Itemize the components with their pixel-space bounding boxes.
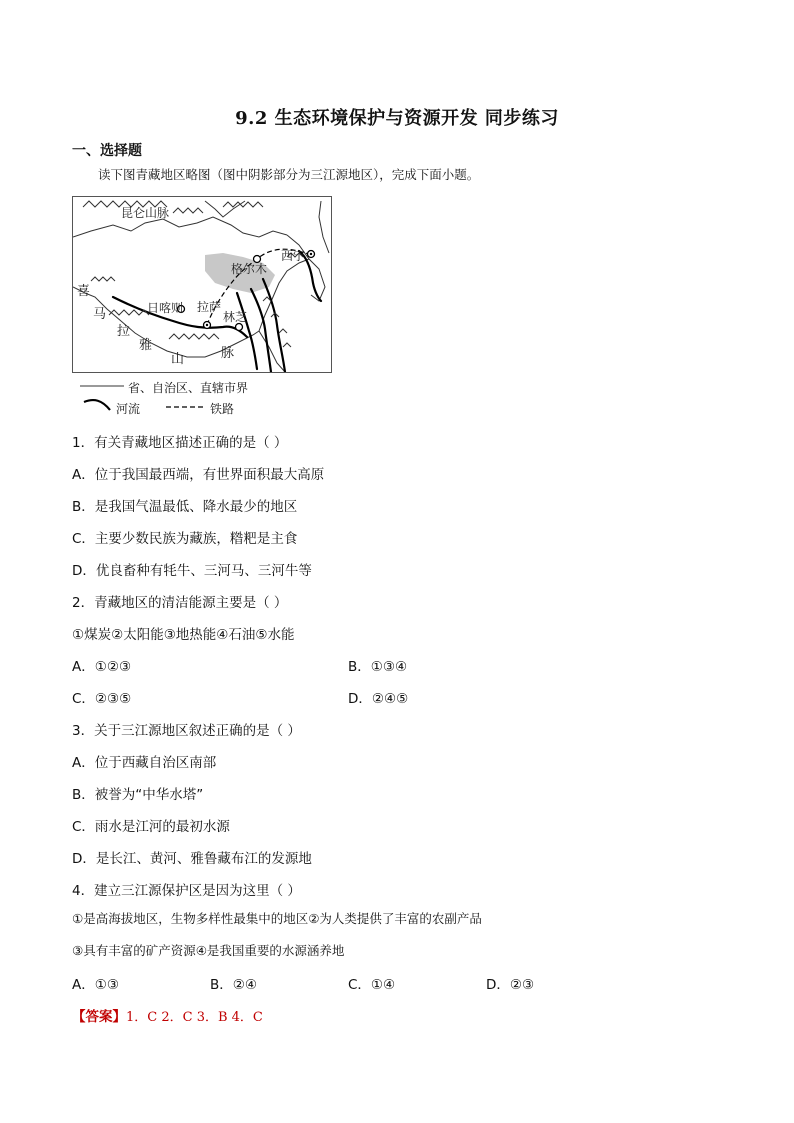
page-title: 9.2 生态环境保护与资源开发 同步练习: [235, 108, 559, 129]
question-2-option-c: C．②③⑤: [72, 691, 132, 707]
label-him-4: 雅: [139, 338, 153, 353]
question-3-option-a: A．位于西藏自治区南部: [72, 755, 217, 771]
label-him-6: 脉: [221, 346, 235, 361]
label-him-1: 喜: [77, 284, 91, 299]
label-him-2: 马: [93, 307, 107, 322]
label-lhasa: 拉萨: [197, 300, 222, 314]
label-him-5: 山: [171, 352, 185, 367]
question-1-option-c: C．主要少数民族为藏族，糌粑是主食: [72, 531, 298, 547]
question-1-stem: 1．有关青藏地区描述正确的是（ ）: [72, 435, 288, 451]
question-4-option-a: A．①③: [72, 977, 119, 993]
label-xining: 西宁: [281, 249, 306, 263]
question-4-subtext-1: ①是高海拔地区，生物多样性最集中的地区②为人类提供了丰富的农副产品: [72, 911, 482, 926]
map-drawing: [73, 197, 331, 372]
legend-railway: 铁路: [210, 402, 235, 416]
qinghai-tibet-map: [72, 196, 332, 373]
question-4-option-d: D．②③: [486, 977, 535, 993]
intro-text: 读下图青藏地区略图（图中阴影部分为三江源地区），完成下面小题。: [98, 167, 480, 182]
answer-text: 1．C 2．C 3．B 4．C: [126, 1010, 263, 1025]
legend-boundary: 省、自治区、直辖市界: [128, 381, 249, 395]
question-4-option-c: C．①④: [348, 977, 396, 993]
question-3-option-d: D．是长江、黄河、雅鲁藏布江的发源地: [72, 851, 312, 867]
section-heading: 一、选择题: [72, 143, 142, 159]
river-symbol: [84, 400, 110, 410]
question-2-subtext: ①煤炭②太阳能③地热能④石油⑤水能: [72, 627, 295, 643]
label-kunlun: 昆仑山脉: [121, 206, 170, 220]
label-golmud: 格尔木: [231, 262, 268, 276]
question-2-option-a: A．①②③: [72, 659, 132, 675]
answer-tag: 【答案】: [72, 1009, 126, 1025]
question-4-stem: 4．建立三江源保护区是因为这里（ ）: [72, 883, 301, 899]
map-legend: [80, 378, 340, 418]
label-nyingchi: 林芝: [223, 310, 248, 324]
label-him-3: 拉: [117, 324, 131, 339]
question-3-stem: 3．关于三江源地区叙述正确的是（ ）: [72, 723, 301, 739]
question-2-option-b: B．①③④: [348, 659, 408, 675]
question-4-option-b: B．②④: [210, 977, 257, 993]
question-2-stem: 2．青藏地区的清洁能源主要是（ ）: [72, 595, 288, 611]
legend-river: 河流: [116, 402, 141, 416]
nyingchi-marker: [236, 324, 243, 331]
question-3-option-b: B．被誉为“中华水塔”: [72, 787, 204, 803]
question-1-option-b: B．是我国气温最低、降水最少的地区: [72, 499, 298, 515]
question-4-subtext-2: ③具有丰富的矿产资源④是我国重要的水源涵养地: [72, 943, 345, 958]
question-1-option-d: D．优良畜种有牦牛、三河马、三河牛等: [72, 563, 312, 579]
question-1-option-a: A．位于我国最西端，有世界面积最大高原: [72, 467, 325, 483]
answer-line: [72, 1005, 263, 1025]
question-3-option-c: C．雨水是江河的最初水源: [72, 819, 230, 835]
question-2-option-d: D．②④⑤: [348, 691, 409, 707]
label-xigaze: 日喀则: [147, 301, 184, 315]
